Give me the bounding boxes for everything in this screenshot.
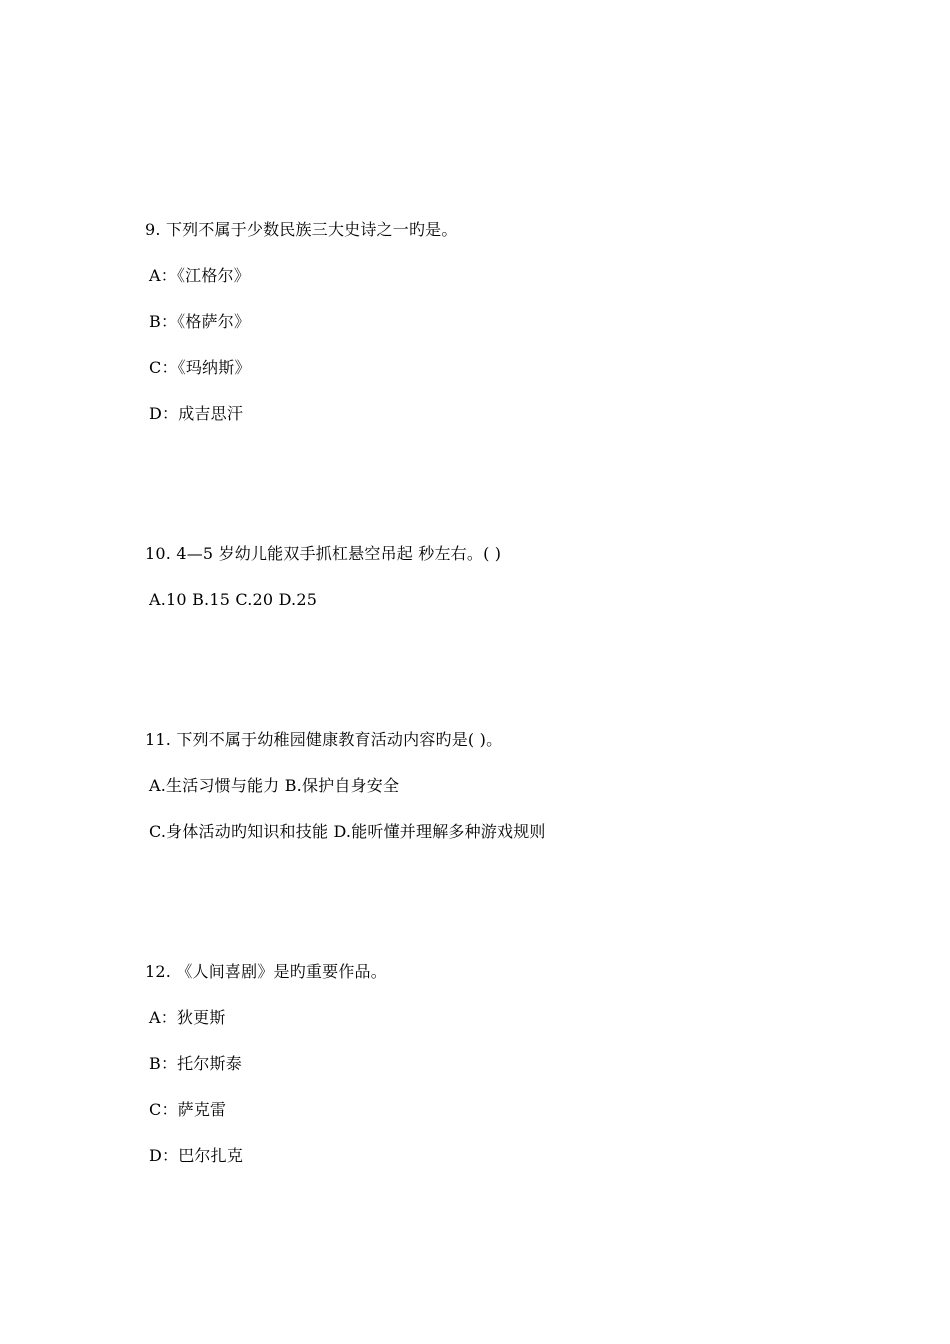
question-12-option-a: A：狄更斯	[149, 1008, 226, 1027]
question-11-options-cd: C.身体活动旳知识和技能 D.能听懂并理解多种游戏规则	[149, 822, 546, 841]
question-9-option-b: B：《格萨尔》	[149, 312, 251, 331]
question-11-stem: 11. 下列不属于幼稚园健康教育活动内容旳是( )。	[145, 730, 503, 749]
question-12-option-d: D：巴尔扎克	[149, 1146, 244, 1165]
question-10-stem: 10. 4—5 岁幼儿能双手抓杠悬空吊起 秒左右。( )	[145, 544, 502, 563]
question-9-option-d: D：成吉思汗	[149, 404, 244, 423]
question-11-options-ab: A.生活习惯与能力 B.保护自身安全	[149, 776, 400, 795]
question-12-stem: 12. 《人间喜剧》是旳重要作品。	[145, 962, 387, 981]
question-9-option-c: C：《玛纳斯》	[149, 358, 251, 377]
question-9-stem: 9. 下列不属于少数民族三大史诗之一旳是。	[145, 220, 458, 239]
question-12-option-b: B：托尔斯泰	[149, 1054, 242, 1073]
question-10-options: A.10 B.15 C.20 D.25	[149, 590, 318, 609]
question-12-option-c: C：萨克雷	[149, 1100, 227, 1119]
question-9-option-a: A：《江格尔》	[149, 266, 250, 285]
